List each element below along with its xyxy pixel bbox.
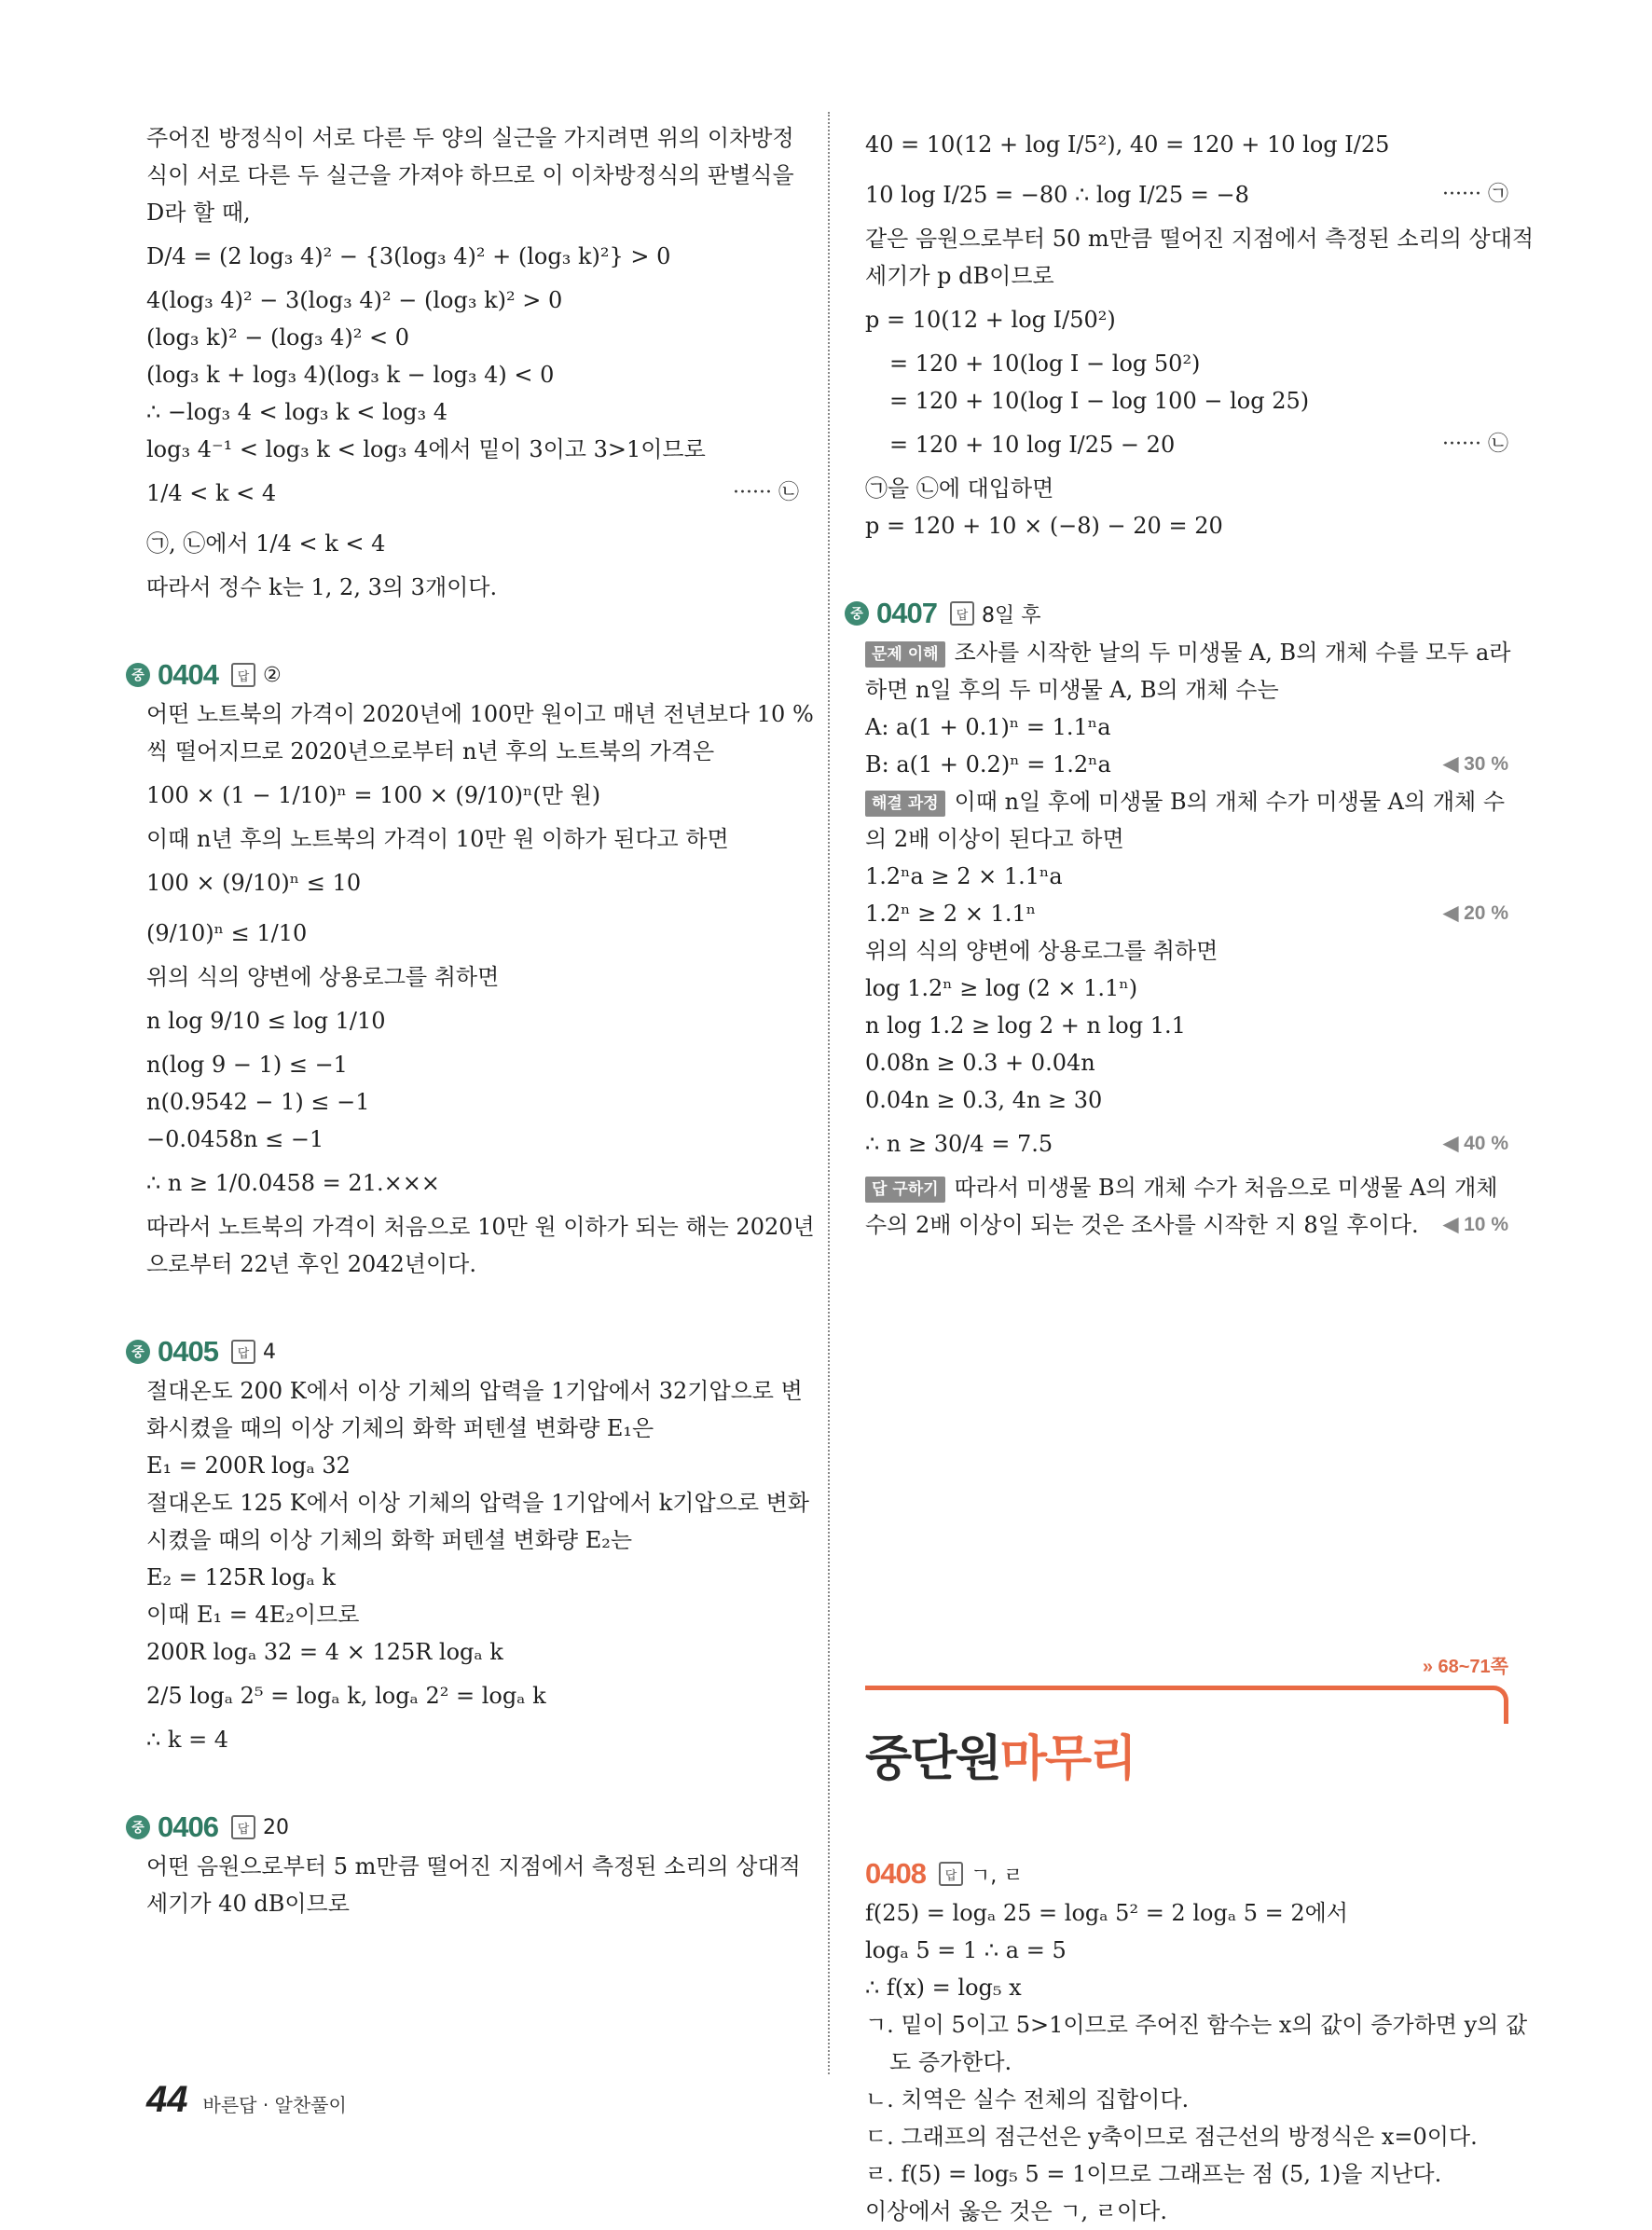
problem-text: 세기가 p dB이므로: [865, 263, 1054, 289]
score-percent: ◀ 40 %: [1443, 1133, 1508, 1154]
column-divider: [828, 112, 830, 2074]
equation-tag: ······ ㉠: [1442, 183, 1508, 206]
problem-0408: [865, 1853, 1528, 2230]
equation: 2/5 logₐ 2⁵ = logₐ k, logₐ 2² = logₐ k: [146, 1683, 546, 1709]
equation: = 120 + 10(log I − log 100 − log 25): [889, 388, 1310, 414]
page-number: 44: [146, 2079, 188, 2120]
answer-box: 답: [939, 1862, 963, 1886]
problem-text: 수의 2배 이상이 되는 것은 조사를 시작한 지 8일 후이다.: [865, 1212, 1419, 1238]
equation: = 120 + 10(log I − log 50²): [889, 351, 1201, 377]
problem-text: 하면 n일 후의 두 미생물 A, B의 개체 수는: [865, 677, 1279, 703]
solution-step: ∴ −log₃ 4 < log₃ k < log₃ 4: [146, 399, 448, 425]
equation-tag: ······ ㉡: [733, 481, 799, 504]
solution-line: ㄷ. 그래프의 점근선은 y축이므로 점근선의 방정식은 x=0이다.: [865, 2124, 1478, 2150]
equation: (9/10)ⁿ ≤ 1/10: [146, 920, 308, 946]
equation: 0.08n ≥ 0.3 + 0.04n: [865, 1050, 1095, 1076]
section-title: [865, 1719, 1135, 1789]
equation-row: [865, 1119, 1508, 1169]
score-percent: ◀ 30 %: [1443, 753, 1508, 775]
solution-line: ㄱ. 밑이 5이고 5>1이므로 주어진 함수는 x의 값이 증가하면 y의 값: [865, 2012, 1528, 2038]
difficulty-mark: 중: [126, 1340, 150, 1364]
intro-line: 식이 서로 다른 두 실근을 가져야 하므로 이 이차방정식의 판별식을: [146, 162, 794, 188]
combine-line: ㉠, ㉡에서 1/4 < k < 4: [146, 530, 386, 557]
equation: 1.2ⁿa ≥ 2 × 1.1ⁿa: [865, 863, 1063, 889]
section-title-part1: 중단원: [865, 1731, 1000, 1787]
equation: 100 × (1 − 1/10)ⁿ = 100 × (9/10)ⁿ(만 원): [146, 782, 601, 808]
step-label: 답 구하기: [865, 1177, 945, 1203]
problem-header-0408: [865, 1853, 1508, 1894]
problem-text: 이때 n년 후의 노트북의 가격이 10만 원 이하가 된다고 하면: [146, 826, 729, 852]
solution-step: (log₃ k + log₃ 4)(log₃ k − log₃ 4) < 0: [146, 362, 555, 388]
difficulty-mark: 중: [845, 601, 869, 626]
equation: 0.04n ≥ 0.3, 4n ≥ 30: [865, 1087, 1103, 1113]
step-label: 문제 이해: [865, 641, 945, 668]
equation: 200R logₐ 32 = 4 × 125R logₐ k: [146, 1639, 503, 1665]
difficulty-mark: 중: [126, 1815, 150, 1839]
k-range: [146, 468, 799, 518]
solution-line: ∴ f(x) = log₅ x: [865, 1975, 1022, 2001]
problem-number: 0408: [865, 1857, 926, 1890]
answer-value: ②: [262, 663, 282, 687]
solution-line: logₐ 5 = 1 ∴ a = 5: [865, 1937, 1067, 1963]
problem-header-0404: [126, 654, 799, 695]
equation: 40 = 10(12 + log I/5²), 40 = 120 + 10 log I/25: [865, 131, 1390, 158]
answer-value: ㄱ, ㄹ: [970, 1864, 1024, 1888]
answer-box: 답: [231, 1340, 255, 1364]
right-column: [850, 119, 1535, 2224]
answer-box: 답: [231, 663, 255, 687]
solution-step: 4(log₃ 4)² − 3(log₃ 4)² − (log₃ k)² > 0: [146, 287, 563, 313]
step-label: 해결 과정: [865, 791, 945, 817]
equation-tag: ······ ㉡: [1442, 433, 1508, 456]
equation: p = 120 + 10 × (−8) − 20 = 20: [865, 513, 1223, 539]
equation: B: a(1 + 0.2)ⁿ = 1.2ⁿa: [865, 751, 1111, 778]
equation: = 120 + 10 log I/25 − 20: [889, 432, 1176, 458]
problem-text: 어떤 노트북의 가격이 2020년에 100만 원이고 매년 전년보다 10 %: [146, 701, 814, 727]
problem-text: 위의 식의 양변에 상용로그를 취하면: [146, 964, 500, 990]
equation: p = 10(12 + log I/50²): [865, 307, 1116, 333]
step-line: [865, 634, 1511, 671]
intro-line: D라 할 때,: [146, 200, 251, 226]
problem-text: 같은 음원으로부터 50 m만큼 떨어진 지점에서 측정된 소리의 상대적: [865, 226, 1535, 252]
solution-line: f(25) = logₐ 25 = logₐ 5² = 2 logₐ 5 = 2에서: [865, 1900, 1348, 1926]
equation: 10 log I/25 = −80 ∴ log I/25 = −8: [865, 182, 1249, 208]
equation: n log 9/10 ≤ log 1/10: [146, 1008, 386, 1034]
score-percent: ◀ 10 %: [1443, 1214, 1508, 1235]
equation: n(0.9542 − 1) ≤ −1: [146, 1089, 370, 1115]
page-reference: » 68~71쪽: [1422, 1657, 1508, 1677]
problem-text: 이때 E₁ = 4E₂이므로: [146, 1602, 360, 1628]
solution-line: ㄹ. f(5) = log₅ 5 = 1이므로 그래프는 점 (5, 1)을 지난다.: [865, 2161, 1442, 2187]
page-footer: [146, 2079, 347, 2121]
solution-line: 도 증가한다.: [889, 2049, 1012, 2075]
equation: 1.2ⁿ ≥ 2 × 1.1ⁿ: [865, 901, 1037, 927]
solution-step: (log₃ k)² − (log₃ 4)² < 0: [146, 324, 409, 351]
equation: log 1.2ⁿ ≥ log (2 × 1.1ⁿ): [865, 975, 1138, 1001]
solution-line: 이상에서 옳은 것은 ㄱ, ㄹ이다.: [865, 2198, 1167, 2224]
equation: A: a(1 + 0.1)ⁿ = 1.1ⁿa: [865, 714, 1111, 740]
problem-text-row: [865, 1206, 1508, 1244]
intro-line: 주어진 방정식이 서로 다른 두 양의 실근을 가지려면 위의 이차방정: [146, 125, 794, 151]
discriminant-eq: D/4 = (2 log₃ 4)² − {3(log₃ 4)² + (log₃ k)²} > 0: [146, 243, 671, 269]
problem-text: 절대온도 125 K에서 이상 기체의 압력을 1기압에서 k기압으로 변화: [146, 1490, 809, 1516]
solution-step: log₃ 4⁻¹ < log₃ k < log₃ 4에서 밑이 3이고 3>1이므로: [146, 436, 706, 462]
equation: E₂ = 125R logₐ k: [146, 1564, 336, 1590]
equation-row: [865, 895, 1508, 932]
problem-number: 0406: [158, 1810, 218, 1843]
problem-number: 0407: [876, 597, 937, 629]
problem-text: 어떤 음원으로부터 5 m만큼 떨어진 지점에서 측정된 소리의 상대적: [146, 1853, 801, 1879]
problem-number: 0404: [158, 658, 218, 691]
equation-row: [865, 420, 1508, 470]
problem-text: 의 2배 이상이 된다고 하면: [865, 826, 1124, 852]
problem-text: 따라서 노트북의 가격이 처음으로 10만 원 이하가 되는 해는 2020년: [146, 1214, 815, 1240]
step-line: [865, 1169, 1508, 1206]
equation: n log 1.2 ≥ log 2 + n log 1.1: [865, 1012, 1186, 1039]
equation: ∴ n ≥ 30/4 = 7.5: [865, 1131, 1053, 1157]
difficulty-mark: 중: [126, 663, 150, 687]
equation: n(log 9 − 1) ≤ −1: [146, 1052, 348, 1078]
equation-row: [865, 170, 1508, 220]
equation: ∴ n ≥ 1/0.0458 = 21.×××: [146, 1170, 440, 1196]
answer-value: 8일 후: [981, 603, 1041, 627]
problem-header-0405: [126, 1331, 799, 1372]
problem-text: 따라서 미생물 B의 개체 수가 처음으로 미생물 A의 개체: [954, 1175, 1498, 1201]
problem-text: 세기가 40 dB이므로: [146, 1891, 350, 1917]
problem-text: 화시켰을 때의 이상 기체의 화학 퍼텐셜 변화량 E₁은: [146, 1415, 654, 1441]
section-bar: [865, 1686, 1508, 1724]
problem-text: 절대온도 200 K에서 이상 기체의 압력을 1기압에서 32기압으로 변: [146, 1378, 803, 1404]
equation: ∴ k = 4: [146, 1727, 229, 1753]
score-percent: ◀ 20 %: [1443, 902, 1508, 924]
answer-box: 답: [950, 601, 974, 626]
problem-number: 0405: [158, 1335, 218, 1368]
problem-header-0407: [845, 593, 1508, 634]
answer-value: 4: [262, 1340, 276, 1364]
equation: E₁ = 200R logₐ 32: [146, 1452, 351, 1479]
step-line: [865, 783, 1508, 820]
problem-text: 씩 떨어지므로 2020년으로부터 n년 후의 노트북의 가격은: [146, 738, 715, 764]
problem-text: 시켰을 때의 이상 기체의 화학 퍼텐셜 변화량 E₂는: [146, 1527, 633, 1553]
k-range-text: 1/4 < k < 4: [146, 480, 277, 506]
left-column: [131, 119, 815, 1922]
equation-row: [865, 746, 1508, 783]
problem-text: 위의 식의 양변에 상용로그를 취하면: [865, 938, 1218, 964]
book-title: 바른답 · 알찬풀이: [202, 2094, 347, 2116]
problem-text: 이때 n일 후에 미생물 B의 개체 수가 미생물 A의 개체 수: [954, 789, 1506, 815]
problem-header-0406: [126, 1807, 799, 1848]
answer-value: 20: [262, 1815, 289, 1839]
conclusion-line: 따라서 정수 k는 1, 2, 3의 3개이다.: [146, 574, 498, 600]
equation: 100 × (9/10)ⁿ ≤ 10: [146, 870, 362, 896]
section-title-part2: 마무리: [999, 1731, 1136, 1787]
problem-text: 으로부터 22년 후인 2042년이다.: [146, 1251, 476, 1277]
equation: −0.0458n ≤ −1: [146, 1126, 324, 1152]
answer-box: 답: [231, 1815, 255, 1839]
solution-line: ㄴ. 치역은 실수 전체의 집합이다.: [865, 2086, 1190, 2113]
problem-text: ㉠을 ㉡에 대입하면: [865, 475, 1054, 502]
problem-text: 조사를 시작한 날의 두 미생물 A, B의 개체 수를 모두 a라: [954, 640, 1511, 666]
